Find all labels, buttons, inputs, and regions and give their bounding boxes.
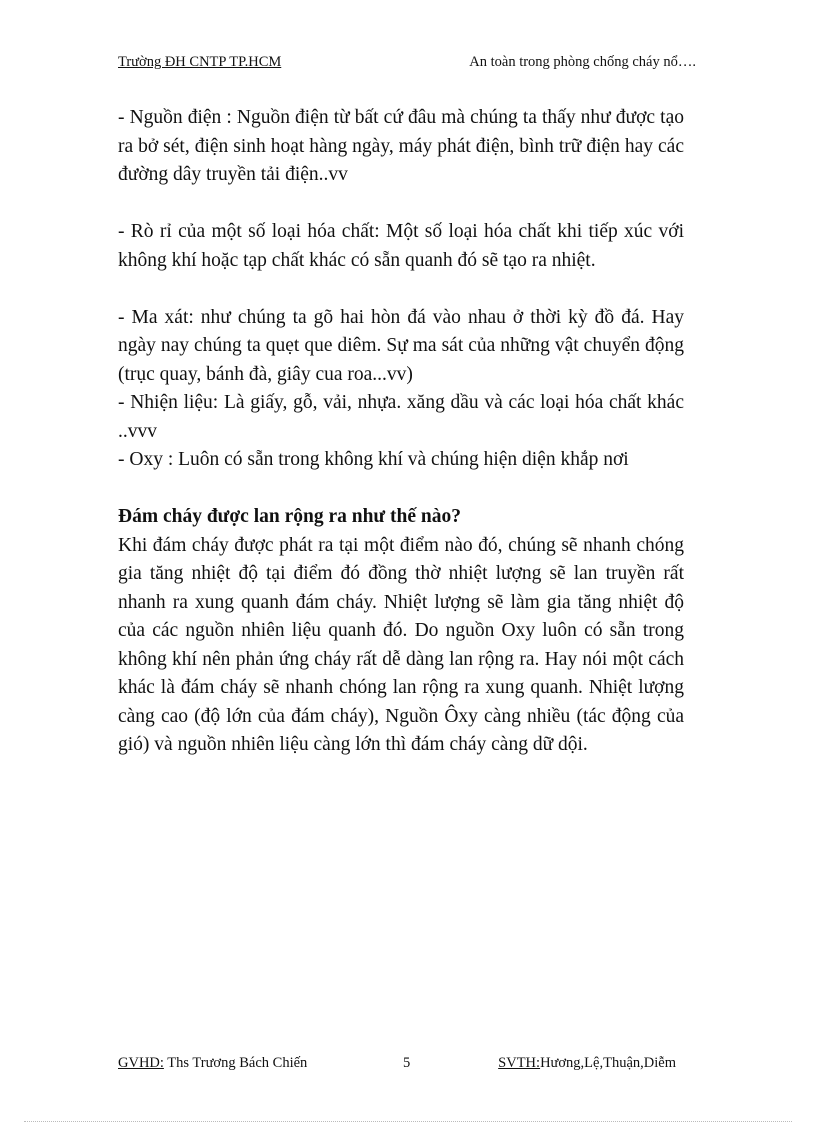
footer-instructor-label: GVHD: <box>118 1055 164 1071</box>
paragraph-friction: - Ma xát: như chúng ta gõ hai hòn đá vào nhau ở thời kỳ đồ đá. Hay ngày nay chúng ta quẹt que diêm. Sự ma sát của những vật chuyển động (trục quay, bánh đà, giây cua roa...vv) <box>118 306 684 385</box>
footer-students-label: SVTH: <box>498 1055 541 1071</box>
footer-instructor-name: Ths Trương Bách Chiến <box>163 1055 308 1071</box>
paragraph-spacer <box>118 275 684 304</box>
paragraph-spacer <box>118 190 684 219</box>
footer-students-names: Hương,Lệ,Thuận,Diễm <box>540 1055 676 1071</box>
footer-students <box>498 1055 676 1072</box>
page-footer <box>118 1055 676 1075</box>
paragraph-oxygen: - Oxy : Luôn có sẵn trong không khí và chúng hiện diện khắp nơi <box>118 449 629 470</box>
footer-instructor <box>118 1055 307 1072</box>
page-body <box>118 104 684 760</box>
paragraph-spacer <box>118 475 684 504</box>
header-document-title: An toàn trong phòng chống cháy nổ…. <box>469 54 696 70</box>
page-number: 5 <box>403 1055 411 1071</box>
page-header <box>118 54 696 74</box>
page-break-divider <box>24 1121 792 1122</box>
header-school-name: Trường ĐH CNTP TP.HCM <box>118 54 282 70</box>
section-heading: Đám cháy được lan rộng ra như thế nào? <box>118 506 461 527</box>
paragraph-power-source: - Nguồn điện : Nguồn điện từ bất cứ đâu mà chúng ta thấy như được tạo ra bở sét, điện sinh hoạt hàng ngày, máy phát điện, bình trữ điện hay các đường dây truyền tải điện..vv <box>118 107 684 185</box>
paragraph-chemical-leak: - Rò rỉ của một số loại hóa chất: Một số loại hóa chất khi tiếp xúc với không khí hoặc tạp chất khác có sẵn quanh đó sẽ tạo ra nhiệt. <box>118 221 684 271</box>
paragraph-fuel: - Nhiện liệu: Là giấy, gỗ, vải, nhựa. xăng dầu và các loại hóa chất khác ..vvv <box>118 392 684 442</box>
paragraph-fire-spread: Khi đám cháy được phát ra tại một điểm nào đó, chúng sẽ nhanh chóng gia tăng nhiệt độ tại điểm đó đồng thờ nhiệt lượng sẽ lan truyền rất nhanh ra xung quanh đám cháy. Nhiệt lượng sẽ làm gia tăng nhiệt độ của các nguồn nhiên liệu quanh đó. Do nguồn Oxy luôn có sẵn trong không khí nên phản ứng cháy rất dễ dàng lan rộng ra. Hay nói một cách khác là đám cháy sẽ nhanh chóng lan rộng ra xung quanh. Nhiệt lượng càng cao (độ lớn của đám cháy), Nguồn Ôxy càng nhiều (tác động của gió) và nguồn nhiên liệu càng lớn thì đám cháy càng dữ dội. <box>118 534 684 755</box>
